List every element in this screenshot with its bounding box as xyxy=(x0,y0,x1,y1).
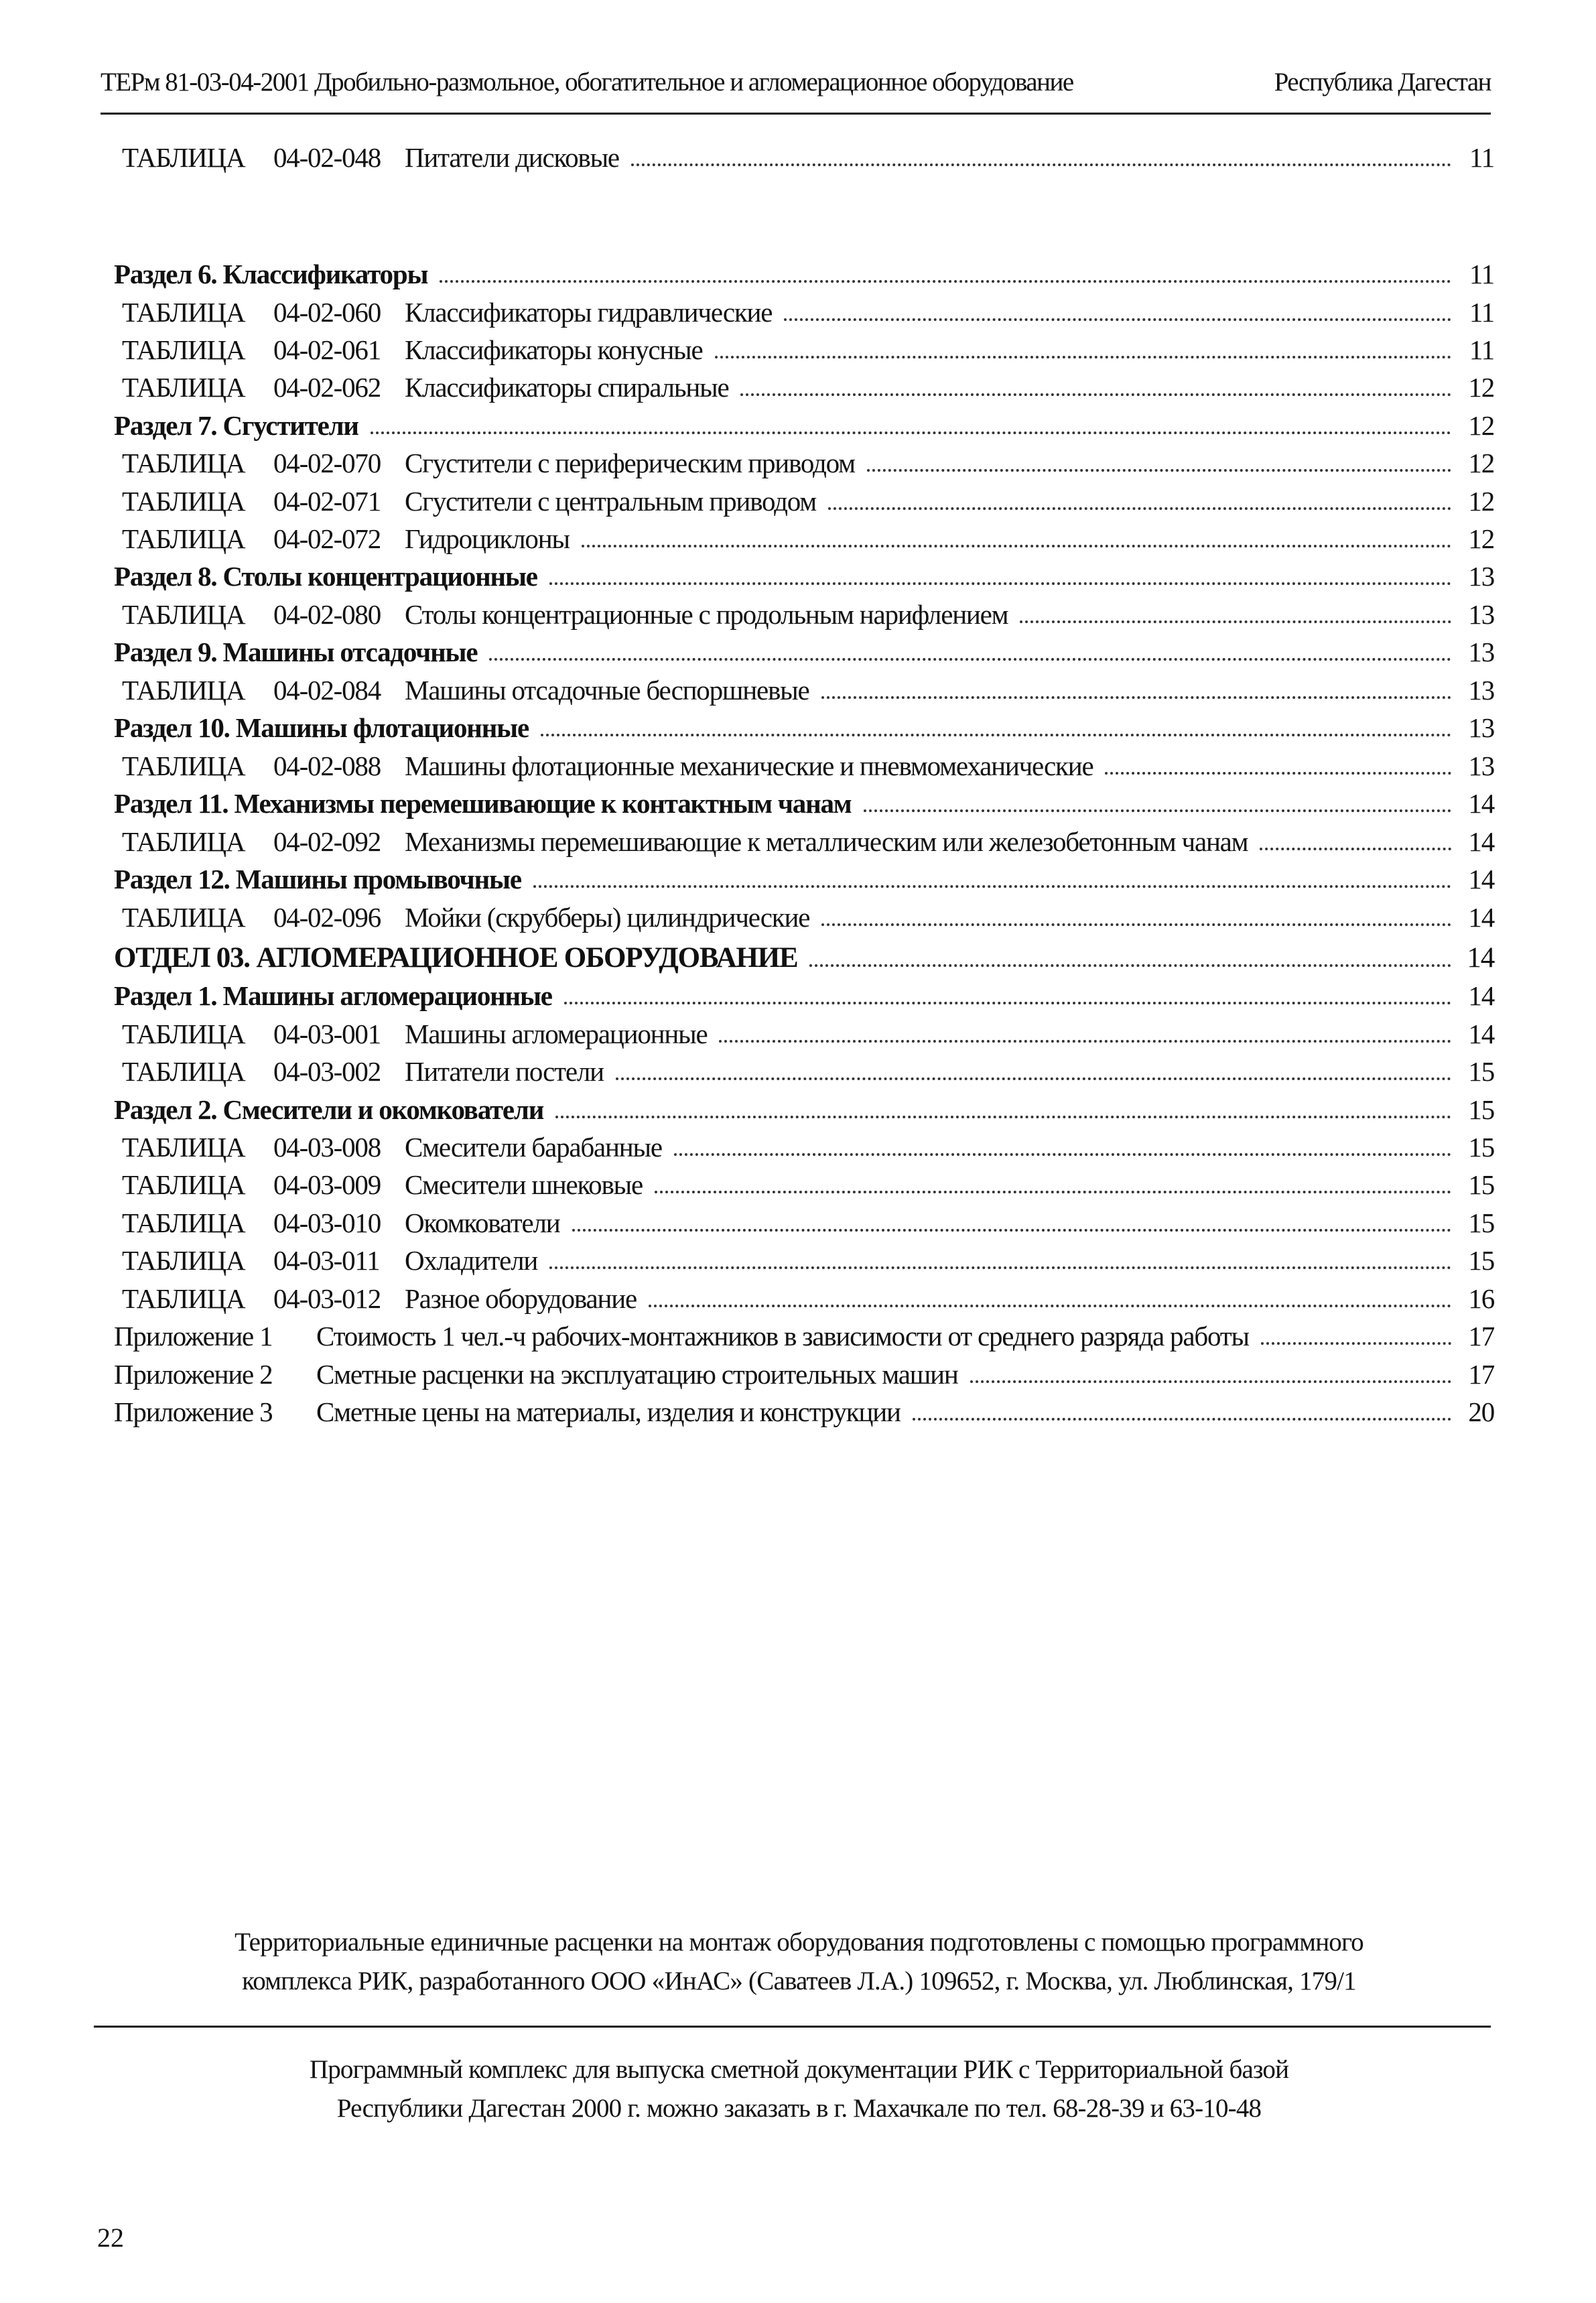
toc-entry-table xyxy=(114,1160,1494,1199)
entry-title: Раздел 6. Классификаторы xyxy=(114,259,428,289)
entry-title: Питатели дисковые xyxy=(405,142,619,173)
entry-title: Окомкователи xyxy=(405,1207,560,1238)
toc-entry-table xyxy=(114,287,1494,326)
footer-advert-line-1: Программный комплекс для выпуска сметной документации РИК с Территориальной базой xyxy=(309,2055,1289,2084)
entry-page-number: 20 xyxy=(1468,1396,1494,1427)
dot-leader xyxy=(649,1305,1451,1307)
dot-leader xyxy=(616,1077,1451,1080)
entry-title: Машины флотационные механические и пневмомеханические xyxy=(405,750,1093,781)
entry-title: Механизмы перемешивающие к металлическим или железобетонным чанам xyxy=(405,826,1248,857)
dot-leader xyxy=(655,1191,1451,1193)
toc-entry-section xyxy=(114,779,1494,817)
entry-title: Раздел 1. Машины агломерационные xyxy=(114,980,552,1011)
appendix-label: Приложение 3 xyxy=(114,1396,273,1427)
entry-page-number: 14 xyxy=(1468,1018,1494,1049)
dot-leader xyxy=(828,507,1451,510)
toc-entry-table xyxy=(114,514,1494,553)
table-label: ТАБЛИЦА xyxy=(122,675,245,706)
toc-entry-table xyxy=(114,1009,1494,1048)
entry-page-number: 13 xyxy=(1468,675,1494,706)
entry-page-number: 12 xyxy=(1468,523,1494,554)
dot-leader xyxy=(631,163,1451,166)
toc-entry-appendix xyxy=(114,1350,1494,1388)
entry-page-number: 14 xyxy=(1468,902,1494,933)
table-code: 04-03-012 xyxy=(273,1283,381,1314)
toc-entry-table xyxy=(114,325,1494,364)
footer-note xyxy=(134,1923,1464,2001)
entry-title: Раздел 11. Механизмы перемешивающие к контактным чанам xyxy=(114,788,852,819)
entry-page-number: 12 xyxy=(1468,448,1494,478)
table-code: 04-02-080 xyxy=(273,599,381,630)
entry-page-number: 12 xyxy=(1468,410,1494,441)
entry-title: Раздел 9. Машины отсадочные xyxy=(114,637,478,667)
entry-page-number: 12 xyxy=(1468,372,1494,403)
footer-advert xyxy=(134,2050,1464,2128)
toc-entry-appendix xyxy=(114,1387,1494,1426)
toc-entry-section xyxy=(114,854,1494,893)
entry-page-number: 12 xyxy=(1468,486,1494,517)
entry-page-number: 15 xyxy=(1468,1207,1494,1238)
dot-leader xyxy=(867,469,1451,472)
toc-entry-table xyxy=(114,1236,1494,1274)
entry-page-number: 13 xyxy=(1468,561,1494,592)
entry-page-number: 16 xyxy=(1468,1283,1494,1314)
toc-entry-section xyxy=(114,401,1494,440)
table-code: 04-02-072 xyxy=(273,523,381,554)
table-label: ТАБЛИЦА xyxy=(122,486,245,517)
dot-leader xyxy=(864,809,1451,812)
table-label: ТАБЛИЦА xyxy=(122,1245,245,1276)
table-label: ТАБЛИЦА xyxy=(122,448,245,478)
appendix-label: Приложение 1 xyxy=(114,1321,273,1352)
entry-title: Раздел 7. Сгустители xyxy=(114,410,358,441)
table-code: 04-02-061 xyxy=(273,334,381,365)
entry-page-number: 13 xyxy=(1468,599,1494,630)
entry-title: Гидроциклоны xyxy=(405,523,570,554)
dot-leader xyxy=(541,734,1451,736)
dot-leader xyxy=(674,1153,1451,1156)
dot-leader xyxy=(821,923,1451,926)
entry-page-number: 15 xyxy=(1468,1132,1494,1163)
entry-title: Машины отсадочные беспоршневые xyxy=(405,675,809,706)
entry-title: Классификаторы спиральные xyxy=(405,372,729,403)
entry-page-number: 13 xyxy=(1468,637,1494,667)
dot-leader xyxy=(913,1418,1451,1421)
table-label: ТАБЛИЦА xyxy=(122,902,245,933)
entry-title: Раздел 2. Смесители и окомкователи xyxy=(114,1094,544,1125)
toc-entry-table xyxy=(114,1047,1494,1085)
toc-entry-section xyxy=(114,971,1494,1010)
table-code: 04-03-010 xyxy=(273,1207,381,1238)
dot-leader xyxy=(821,696,1451,699)
dot-leader xyxy=(555,1116,1451,1118)
table-label: ТАБЛИЦА xyxy=(122,750,245,781)
table-label: ТАБЛИЦА xyxy=(122,334,245,365)
dot-leader xyxy=(1260,848,1451,850)
table-code: 04-03-008 xyxy=(273,1132,381,1163)
table-code: 04-02-096 xyxy=(273,902,381,933)
entry-page-number: 15 xyxy=(1468,1056,1494,1087)
entry-page-number: 14 xyxy=(1468,864,1494,895)
table-label: ТАБЛИЦА xyxy=(122,1169,245,1200)
table-label: ТАБЛИЦА xyxy=(122,1018,245,1049)
entry-title: Столы концентрационные с продольным нарифлением xyxy=(405,599,1008,630)
toc-entry-dept xyxy=(114,933,1494,972)
entry-page-number: 15 xyxy=(1468,1245,1494,1276)
running-header xyxy=(101,67,1491,97)
table-code: 04-03-011 xyxy=(273,1245,380,1276)
dot-leader xyxy=(371,432,1451,434)
dot-leader xyxy=(582,545,1451,547)
table-code: 04-02-062 xyxy=(273,372,381,403)
entry-title: Раздел 8. Столы концентрационные xyxy=(114,561,537,592)
toc-entry-table xyxy=(114,133,1494,172)
table-label: ТАБЛИЦА xyxy=(122,1132,245,1163)
appendix-label: Приложение 2 xyxy=(114,1359,273,1390)
entry-title: Смесители барабанные xyxy=(405,1132,662,1163)
entry-title: Классификаторы конусные xyxy=(405,334,703,365)
dot-leader xyxy=(564,1002,1451,1004)
entry-title: Питатели постели xyxy=(405,1056,604,1087)
entry-title: Раздел 10. Машины флотационные xyxy=(114,712,529,743)
dot-leader xyxy=(1261,1342,1451,1345)
entry-title: Мойки (скрубберы) цилиндрические xyxy=(405,902,810,933)
toc-entry-section xyxy=(114,551,1494,590)
entry-page-number: 17 xyxy=(1468,1321,1494,1352)
dot-leader xyxy=(549,1266,1451,1269)
toc-entry-section xyxy=(114,249,1494,288)
dot-leader xyxy=(1105,772,1451,775)
table-code: 04-03-009 xyxy=(273,1169,381,1200)
table-code: 04-02-071 xyxy=(273,486,381,517)
entry-title: Стоимость 1 чел.-ч рабочих-монтажников в зависимости от среднего разряда работы xyxy=(316,1321,1249,1352)
toc-entry-table xyxy=(114,817,1494,856)
entry-page-number: 11 xyxy=(1469,297,1494,328)
table-label: ТАБЛИЦА xyxy=(122,297,245,328)
dot-leader xyxy=(740,393,1451,396)
entry-page-number: 15 xyxy=(1468,1094,1494,1125)
dot-leader xyxy=(719,1040,1451,1043)
table-label: ТАБЛИЦА xyxy=(122,372,245,403)
toc-entry-table xyxy=(114,363,1494,401)
table-label: ТАБЛИЦА xyxy=(122,142,245,173)
table-code: 04-02-060 xyxy=(273,297,381,328)
toc-entry-table xyxy=(114,590,1494,629)
dot-leader xyxy=(440,280,1451,283)
entry-title: Машины агломерационные xyxy=(405,1018,708,1049)
entry-title: Сгустители с периферическим приводом xyxy=(405,448,855,478)
dot-leader xyxy=(549,582,1451,585)
toc-entry-section xyxy=(114,627,1494,666)
entry-page-number: 14 xyxy=(1467,942,1494,974)
table-code: 04-02-084 xyxy=(273,675,381,706)
header-region: Республика Дагестан xyxy=(1274,68,1491,96)
toc-entry-table xyxy=(114,1122,1494,1161)
entry-title: Смесители шнековые xyxy=(405,1169,643,1200)
entry-title: Сгустители с центральным приводом xyxy=(405,486,817,517)
dot-leader xyxy=(489,658,1451,661)
dot-leader xyxy=(533,885,1451,888)
toc-entry-section xyxy=(114,1085,1494,1124)
toc-entry-table xyxy=(114,438,1494,477)
table-code: 04-02-088 xyxy=(273,750,381,781)
entry-page-number: 15 xyxy=(1468,1169,1494,1200)
page-number: 22 xyxy=(97,2223,124,2253)
entry-title: Сметные расценки на эксплуатацию строительных машин xyxy=(316,1359,958,1390)
dot-leader xyxy=(715,356,1451,358)
table-code: 04-02-070 xyxy=(273,448,381,478)
table-code: 04-03-001 xyxy=(273,1018,381,1049)
entry-page-number: 11 xyxy=(1469,259,1494,289)
footer-advert-line-2: Республики Дагестан 2000 г. можно заказать в г. Махачкале по тел. 68-28-39 и 63-10-48 xyxy=(336,2094,1262,2123)
table-label: ТАБЛИЦА xyxy=(122,523,245,554)
toc-entry-table xyxy=(114,476,1494,515)
table-label: ТАБЛИЦА xyxy=(122,1283,245,1314)
entry-title: Классификаторы гидравлические xyxy=(405,297,773,328)
footer-note-line-2: комплекса РИК, разработанного ООО «ИнАС» (Саватеев Л.А.) 109652, г. Москва, ул. Люблинская, 179/1 xyxy=(242,1967,1356,1995)
footer-note-line-1: Территориальные единичные расценки на монтаж оборудования подготовлены с помощью программного xyxy=(235,1928,1364,1957)
entry-page-number: 13 xyxy=(1468,750,1494,781)
toc-entry-table xyxy=(114,1198,1494,1237)
header-title: ТЕРм 81-03-04-2001 Дробильно-размольное, обогатительное и агломерационное оборудование xyxy=(101,68,1073,96)
table-label: ТАБЛИЦА xyxy=(122,1207,245,1238)
table-code: 04-02-048 xyxy=(273,142,381,173)
table-label: ТАБЛИЦА xyxy=(122,599,245,630)
entry-title: Сметные цены на материалы, изделия и конструкции xyxy=(316,1396,901,1427)
table-code: 04-03-002 xyxy=(273,1056,381,1087)
entry-page-number: 11 xyxy=(1469,334,1494,365)
dot-leader xyxy=(1020,620,1451,623)
dot-leader xyxy=(572,1229,1451,1232)
entry-page-number: 14 xyxy=(1468,788,1494,819)
header-rule xyxy=(101,113,1491,115)
dot-leader xyxy=(809,964,1451,967)
entry-page-number: 17 xyxy=(1468,1359,1494,1390)
entry-page-number: 11 xyxy=(1469,142,1494,173)
table-label: ТАБЛИЦА xyxy=(122,826,245,857)
footer-rule xyxy=(94,2026,1491,2028)
entry-title: Охладители xyxy=(405,1245,538,1276)
dot-leader xyxy=(784,318,1451,321)
toc-entry-table xyxy=(114,741,1494,780)
toc-entry-appendix xyxy=(114,1311,1494,1350)
entry-title: Раздел 12. Машины промывочные xyxy=(114,864,521,895)
entry-title: ОТДЕЛ 03. АГЛОМЕРАЦИОННОЕ ОБОРУДОВАНИЕ xyxy=(114,942,798,974)
toc-entry-section xyxy=(114,703,1494,742)
table-label: ТАБЛИЦА xyxy=(122,1056,245,1087)
dot-leader xyxy=(970,1380,1451,1383)
entry-page-number: 14 xyxy=(1468,980,1494,1011)
toc-entry-table xyxy=(114,893,1494,931)
table-code: 04-02-092 xyxy=(273,826,381,857)
entry-page-number: 13 xyxy=(1468,712,1494,743)
toc-entry-table xyxy=(114,665,1494,704)
entry-title: Разное оборудование xyxy=(405,1283,637,1314)
toc-entry-table xyxy=(114,1274,1494,1313)
entry-page-number: 14 xyxy=(1468,826,1494,857)
